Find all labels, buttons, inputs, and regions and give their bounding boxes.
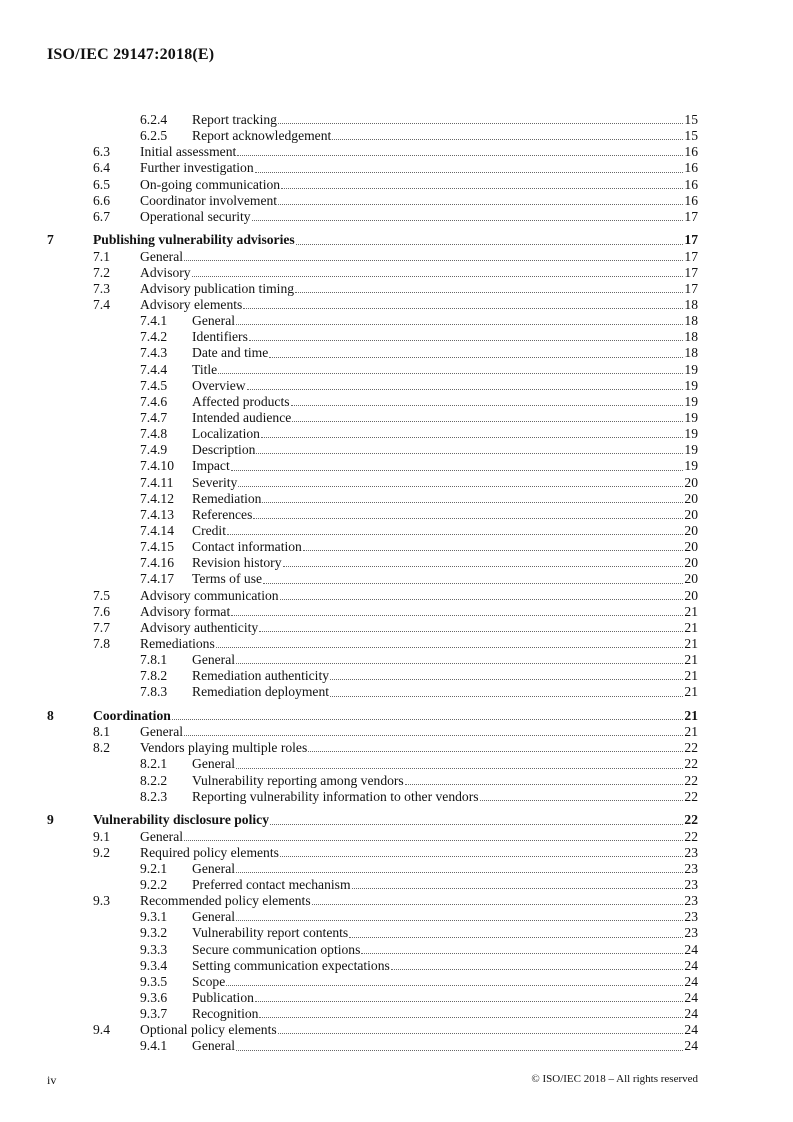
toc-entry-number: 8.2.1 xyxy=(140,756,168,772)
toc-entry-number: 9 xyxy=(47,812,54,828)
toc-entry-page: 24 xyxy=(684,941,698,957)
toc-entry-title: Terms of use xyxy=(192,571,263,587)
dot-leader xyxy=(262,501,683,503)
toc-entry-number: 6.4 xyxy=(93,160,110,176)
toc-entry-title: General xyxy=(192,909,236,925)
toc-entry[interactable] xyxy=(47,265,698,281)
toc-entry-number: 6.7 xyxy=(93,208,110,224)
toc-entry[interactable] xyxy=(47,128,698,144)
dot-leader xyxy=(278,1032,684,1034)
toc-entry-title: General xyxy=(192,652,236,668)
toc-entry-number: 7.4.4 xyxy=(140,361,168,377)
toc-entry-title: On-going communication xyxy=(140,176,281,192)
dot-leader xyxy=(263,582,683,584)
toc-entry-number: 6.2.5 xyxy=(140,128,168,144)
dot-leader xyxy=(184,259,683,261)
dot-leader xyxy=(332,138,683,140)
toc-entry-number: 7.4.11 xyxy=(140,474,174,490)
toc-entry-page: 23 xyxy=(684,909,698,925)
toc-entry-title: Revision history xyxy=(192,555,282,571)
toc-entry-page: 22 xyxy=(684,740,698,756)
toc-entry[interactable] xyxy=(47,410,698,426)
toc-entry-number: 9.3.3 xyxy=(140,941,168,957)
toc-entry-title: General xyxy=(140,248,184,264)
toc-entry-page: 19 xyxy=(684,361,698,377)
dot-leader xyxy=(247,388,684,390)
toc-entry-number: 7.4.7 xyxy=(140,410,168,426)
toc-entry-title: Localization xyxy=(192,426,260,442)
toc-entry-number: 9.4 xyxy=(93,1022,110,1038)
toc-entry-page: 20 xyxy=(684,587,698,603)
toc-entry-title: Required policy elements xyxy=(140,844,279,860)
toc-entry[interactable] xyxy=(47,958,698,974)
toc-entry[interactable] xyxy=(47,942,698,958)
toc-entry-page: 24 xyxy=(684,957,698,973)
toc-entry-page: 21 xyxy=(684,635,698,651)
toc-entry-number: 6.2.4 xyxy=(140,111,168,127)
toc-entry-page: 19 xyxy=(684,377,698,393)
toc-entry-page: 23 xyxy=(684,844,698,860)
dot-leader xyxy=(312,903,684,905)
toc-entry-number: 7.1 xyxy=(93,248,110,264)
table-of-contents xyxy=(47,112,698,1055)
toc-entry-number: 9.3.1 xyxy=(140,909,168,925)
toc-entry-title: Description xyxy=(192,442,256,458)
dot-leader xyxy=(330,695,683,697)
toc-entry-title: References xyxy=(192,506,253,522)
dot-leader xyxy=(236,919,683,921)
toc-entry-page: 20 xyxy=(684,490,698,506)
toc-entry[interactable] xyxy=(47,724,698,740)
toc-entry-title: Secure communication options xyxy=(192,941,361,957)
toc-entry-page: 19 xyxy=(684,410,698,426)
dot-leader xyxy=(218,372,683,374)
toc-entry-number: 7.8.1 xyxy=(140,652,168,668)
toc-entry-number: 9.1 xyxy=(93,828,110,844)
toc-entry[interactable] xyxy=(47,209,698,225)
toc-entry[interactable] xyxy=(47,740,698,756)
toc-entry-number: 7 xyxy=(47,232,54,248)
toc-entry-title: Operational security xyxy=(140,208,251,224)
dot-leader xyxy=(184,839,683,841)
toc-entry[interactable] xyxy=(47,378,698,394)
toc-entry[interactable] xyxy=(47,555,698,571)
toc-entry-title: Scope xyxy=(192,973,226,989)
toc-entry-page: 18 xyxy=(684,345,698,361)
toc-entry-page: 22 xyxy=(684,772,698,788)
toc-entry-title: Report tracking xyxy=(192,111,277,127)
toc-entry[interactable] xyxy=(47,281,698,297)
toc-entry-number: 9.3.4 xyxy=(140,957,168,973)
toc-entry[interactable] xyxy=(47,756,698,772)
toc-entry-title: Title xyxy=(192,361,218,377)
dot-leader xyxy=(292,420,683,422)
toc-entry[interactable] xyxy=(47,925,698,941)
toc-entry[interactable] xyxy=(47,507,698,523)
toc-entry-page: 20 xyxy=(684,523,698,538)
toc-entry-page: 22 xyxy=(684,788,698,804)
dot-leader xyxy=(283,565,684,567)
toc-entry-title: General xyxy=(192,313,236,329)
toc-entry-title: Vulnerability reporting among vendors xyxy=(192,772,404,788)
toc-entry-title: Preferred contact mechanism xyxy=(192,876,351,892)
toc-entry[interactable] xyxy=(47,523,698,539)
toc-entry-title: Advisory authenticity xyxy=(140,619,259,635)
toc-entry-page: 24 xyxy=(684,1006,698,1022)
toc-entry-title: Optional policy elements xyxy=(140,1022,277,1038)
toc-entry-page: 18 xyxy=(684,329,698,345)
toc-entry-number: 9.2.2 xyxy=(140,876,168,892)
toc-entry-number: 9.2.1 xyxy=(140,860,168,876)
toc-entry-title: Remediations xyxy=(140,635,215,651)
toc-entry-title: Setting communication expectations xyxy=(192,957,390,973)
toc-entry-page: 23 xyxy=(684,925,698,941)
toc-entry-number: 7.4.14 xyxy=(140,523,174,538)
toc-entry-number: 9.2 xyxy=(93,844,110,860)
toc-entry-page: 17 xyxy=(684,232,698,248)
toc-entry[interactable] xyxy=(47,571,698,587)
toc-entry-title: Date and time xyxy=(192,345,269,361)
toc-entry-number: 6.5 xyxy=(93,176,110,192)
toc-entry-number: 7.6 xyxy=(93,603,110,619)
toc-entry[interactable] xyxy=(47,909,698,925)
toc-entry-number: 7.4.9 xyxy=(140,442,168,458)
dot-leader xyxy=(249,339,684,341)
toc-entry-number: 8 xyxy=(47,708,54,724)
toc-entry-title: Advisory xyxy=(140,264,191,280)
toc-entry[interactable] xyxy=(47,789,698,805)
toc-entry-title: Publishing vulnerability advisories xyxy=(93,232,295,248)
toc-entry-title: Recommended policy elements xyxy=(140,893,311,909)
dot-leader xyxy=(295,291,683,293)
toc-entry[interactable] xyxy=(47,458,698,474)
toc-entry[interactable] xyxy=(47,1006,698,1022)
toc-entry-page: 16 xyxy=(684,176,698,192)
toc-entry[interactable] xyxy=(47,491,698,507)
page-number: iv xyxy=(47,1073,57,1087)
toc-entry[interactable] xyxy=(47,708,698,724)
dot-leader xyxy=(270,823,683,825)
toc-entry-page: 18 xyxy=(684,313,698,329)
toc-entry-title: Impact xyxy=(192,458,230,474)
dot-leader xyxy=(236,662,683,664)
toc-entry-title: Report acknowledgement xyxy=(192,128,332,144)
toc-entry-page: 15 xyxy=(684,111,698,127)
dot-leader xyxy=(303,549,684,551)
toc-entry[interactable] xyxy=(47,1022,698,1038)
dot-leader xyxy=(278,203,683,205)
dot-leader xyxy=(261,436,683,438)
dot-leader xyxy=(226,984,683,986)
toc-entry-number: 7.4.12 xyxy=(140,490,174,506)
toc-entry-number: 8.1 xyxy=(93,724,110,740)
toc-entry-title: Advisory elements xyxy=(140,297,243,313)
document-id-header: ISO/IEC 29147:2018(E) xyxy=(47,46,215,63)
dot-leader xyxy=(172,718,684,720)
dot-leader xyxy=(269,356,683,358)
dot-leader xyxy=(280,855,683,857)
toc-entry-page: 17 xyxy=(684,280,698,296)
toc-entry-page: 16 xyxy=(684,192,698,208)
dot-leader xyxy=(278,122,683,124)
dot-leader xyxy=(236,871,683,873)
toc-entry-title: Intended audience xyxy=(192,410,292,426)
dot-leader xyxy=(236,323,683,325)
dot-leader xyxy=(192,275,684,277)
toc-entry-page: 24 xyxy=(684,989,698,1005)
toc-entry[interactable] xyxy=(47,893,698,909)
toc-entry-number: 7.4.2 xyxy=(140,329,168,345)
dot-leader xyxy=(255,171,684,173)
toc-entry-number: 8.2.2 xyxy=(140,772,168,788)
toc-entry[interactable] xyxy=(47,845,698,861)
dot-leader xyxy=(296,243,684,245)
toc-entry[interactable] xyxy=(47,684,698,700)
toc-entry-page: 23 xyxy=(684,876,698,892)
toc-entry[interactable] xyxy=(47,144,698,160)
dot-leader xyxy=(243,307,683,309)
dot-leader xyxy=(236,767,683,769)
toc-entry-number: 7.8 xyxy=(93,635,110,651)
toc-entry-title: Initial assessment xyxy=(140,144,237,160)
dot-leader xyxy=(405,783,684,785)
toc-entry-number: 7.4.8 xyxy=(140,426,168,442)
toc-entry-title: Publication xyxy=(192,989,254,1005)
toc-entry-number: 9.3.7 xyxy=(140,1006,168,1022)
dot-leader xyxy=(259,1016,683,1018)
toc-entry-page: 21 xyxy=(684,684,698,700)
toc-entry[interactable] xyxy=(47,829,698,845)
toc-entry-page: 20 xyxy=(684,506,698,522)
toc-entry[interactable] xyxy=(47,394,698,410)
toc-entry[interactable] xyxy=(47,652,698,668)
toc-entry-title: Remediation xyxy=(192,490,262,506)
dot-leader xyxy=(236,1049,683,1051)
toc-entry[interactable] xyxy=(47,588,698,604)
toc-entry-page: 20 xyxy=(684,555,698,571)
toc-entry[interactable] xyxy=(47,668,698,684)
toc-entry-number: 6.6 xyxy=(93,192,110,208)
toc-entry-page: 21 xyxy=(684,652,698,668)
toc-entry-title: Remediation deployment xyxy=(192,684,330,700)
toc-entry-title: Severity xyxy=(192,474,238,490)
toc-entry[interactable] xyxy=(47,620,698,636)
toc-entry-title: General xyxy=(192,1038,236,1054)
dot-leader xyxy=(352,887,684,889)
dot-leader xyxy=(237,154,683,156)
toc-entry-title: General xyxy=(192,860,236,876)
toc-entry-number: 9.4.1 xyxy=(140,1038,168,1054)
dot-leader xyxy=(480,799,684,801)
toc-entry-page: 19 xyxy=(684,442,698,458)
toc-entry-page: 21 xyxy=(684,708,698,724)
dot-leader xyxy=(253,517,683,519)
toc-entry-page: 17 xyxy=(684,248,698,264)
dot-leader xyxy=(252,219,684,221)
toc-entry-page: 22 xyxy=(684,812,698,828)
toc-entry-number: 7.4.3 xyxy=(140,345,168,361)
toc-entry[interactable] xyxy=(47,249,698,265)
toc-entry[interactable] xyxy=(47,636,698,652)
toc-entry-number: 7.4.5 xyxy=(140,377,168,393)
toc-entry-number: 7.8.2 xyxy=(140,668,168,684)
toc-entry-page: 20 xyxy=(684,474,698,490)
toc-entry[interactable] xyxy=(47,297,698,313)
toc-entry[interactable] xyxy=(47,990,698,1006)
toc-entry[interactable] xyxy=(47,345,698,361)
dot-leader xyxy=(291,404,684,406)
toc-entry-title: Reporting vulnerability information to other vendors xyxy=(192,788,479,804)
toc-entry[interactable] xyxy=(47,426,698,442)
toc-entry-number: 9.3.2 xyxy=(140,925,168,941)
dot-leader xyxy=(281,187,683,189)
dot-leader xyxy=(259,630,683,632)
dot-leader xyxy=(255,1000,683,1002)
toc-entry-page: 16 xyxy=(684,144,698,160)
dot-leader xyxy=(349,936,683,938)
toc-entry-number: 9.3.6 xyxy=(140,989,168,1005)
toc-entry-number: 7.4.15 xyxy=(140,539,174,555)
toc-entry-page: 24 xyxy=(684,1022,698,1038)
toc-entry-number: 7.4.10 xyxy=(140,458,174,474)
toc-entry[interactable] xyxy=(47,193,698,209)
toc-entry[interactable] xyxy=(47,773,698,789)
toc-entry-number: 9.3 xyxy=(93,893,110,909)
toc-entry-title: Remediation authenticity xyxy=(192,668,330,684)
dot-leader xyxy=(280,598,684,600)
toc-entry-number: 7.4.16 xyxy=(140,555,174,571)
toc-entry-page: 23 xyxy=(684,893,698,909)
toc-entry-title: Affected products xyxy=(192,393,290,409)
toc-entry-title: Overview xyxy=(192,377,246,393)
toc-entry[interactable] xyxy=(47,861,698,877)
toc-entry-page: 24 xyxy=(684,1038,698,1054)
copyright-notice: © ISO/IEC 2018 – All rights reserved xyxy=(531,1073,698,1085)
toc-entry-page: 21 xyxy=(684,668,698,684)
toc-entry-title: Credit xyxy=(192,523,226,538)
toc-entry-title: General xyxy=(140,724,184,740)
dot-leader xyxy=(231,469,684,471)
toc-entry-page: 16 xyxy=(684,160,698,176)
toc-entry[interactable] xyxy=(47,1038,698,1054)
toc-entry-title: Recognition xyxy=(192,1006,259,1022)
toc-entry[interactable] xyxy=(47,313,698,329)
toc-entry-number: 7.4.13 xyxy=(140,506,174,522)
toc-entry-number: 7.7 xyxy=(93,619,110,635)
toc-entry-page: 20 xyxy=(684,539,698,555)
toc-entry-title: Further investigation xyxy=(140,160,254,176)
toc-entry[interactable] xyxy=(47,362,698,378)
toc-entry-number: 6.3 xyxy=(93,144,110,160)
dot-leader xyxy=(308,750,683,752)
toc-entry-number: 7.8.3 xyxy=(140,684,168,700)
toc-entry-page: 22 xyxy=(684,756,698,772)
toc-entry-page: 17 xyxy=(684,208,698,224)
toc-entry-page: 18 xyxy=(684,297,698,313)
toc-entry-number: 7.4.17 xyxy=(140,571,174,587)
toc-entry-page: 20 xyxy=(684,571,698,587)
toc-entry-page: 21 xyxy=(684,619,698,635)
toc-entry-number: 9.3.5 xyxy=(140,973,168,989)
toc-entry-title: Advisory format xyxy=(140,603,231,619)
toc-entry-number: 7.5 xyxy=(93,587,110,603)
toc-entry-page: 17 xyxy=(684,264,698,280)
toc-entry-number: 7.2 xyxy=(93,264,110,280)
toc-entry-page: 23 xyxy=(684,860,698,876)
toc-entry[interactable] xyxy=(47,974,698,990)
toc-entry[interactable] xyxy=(47,329,698,345)
toc-entry[interactable] xyxy=(47,177,698,193)
toc-entry[interactable] xyxy=(47,604,698,620)
dot-leader xyxy=(256,452,683,454)
toc-entry-page: 15 xyxy=(684,128,698,144)
toc-entry-number: 8.2 xyxy=(93,740,110,756)
dot-leader xyxy=(227,533,683,535)
toc-entry[interactable] xyxy=(47,112,698,128)
toc-entry[interactable] xyxy=(47,442,698,458)
dot-leader xyxy=(330,678,683,680)
toc-entry-title: Contact information xyxy=(192,539,302,555)
toc-entry[interactable] xyxy=(47,877,698,893)
toc-entry[interactable] xyxy=(47,232,698,248)
dot-leader xyxy=(231,614,683,616)
toc-entry[interactable] xyxy=(47,160,698,176)
dot-leader xyxy=(184,734,683,736)
toc-entry-number: 7.4 xyxy=(93,297,110,313)
toc-entry-number: 7.4.6 xyxy=(140,393,168,409)
toc-entry-page: 21 xyxy=(684,603,698,619)
toc-entry-title: Coordination xyxy=(93,708,171,724)
toc-entry-number: 8.2.3 xyxy=(140,788,168,804)
dot-leader xyxy=(238,485,683,487)
toc-entry-title: Vendors playing multiple roles xyxy=(140,740,308,756)
dot-leader xyxy=(361,952,683,954)
toc-entry[interactable] xyxy=(47,812,698,828)
toc-entry-page: 24 xyxy=(684,973,698,989)
toc-entry-title: Advisory communication xyxy=(140,587,279,603)
toc-entry-number: 7.3 xyxy=(93,280,110,296)
toc-entry[interactable] xyxy=(47,475,698,491)
toc-entry-title: Vulnerability disclosure policy xyxy=(93,812,269,828)
toc-entry-page: 19 xyxy=(684,458,698,474)
toc-entry[interactable] xyxy=(47,539,698,555)
toc-entry-title: Coordinator involvement xyxy=(140,192,278,208)
dot-leader xyxy=(391,968,684,970)
toc-entry-number: 7.4.1 xyxy=(140,313,168,329)
toc-entry-title: General xyxy=(140,828,184,844)
toc-entry-title: Identifiers xyxy=(192,329,248,345)
toc-entry-title: Advisory publication timing xyxy=(140,280,295,296)
toc-entry-page: 19 xyxy=(684,393,698,409)
toc-entry-page: 19 xyxy=(684,426,698,442)
dot-leader xyxy=(216,646,684,648)
toc-entry-page: 21 xyxy=(684,724,698,740)
toc-entry-title: General xyxy=(192,756,236,772)
toc-entry-page: 22 xyxy=(684,828,698,844)
toc-entry-title: Vulnerability report contents xyxy=(192,925,349,941)
